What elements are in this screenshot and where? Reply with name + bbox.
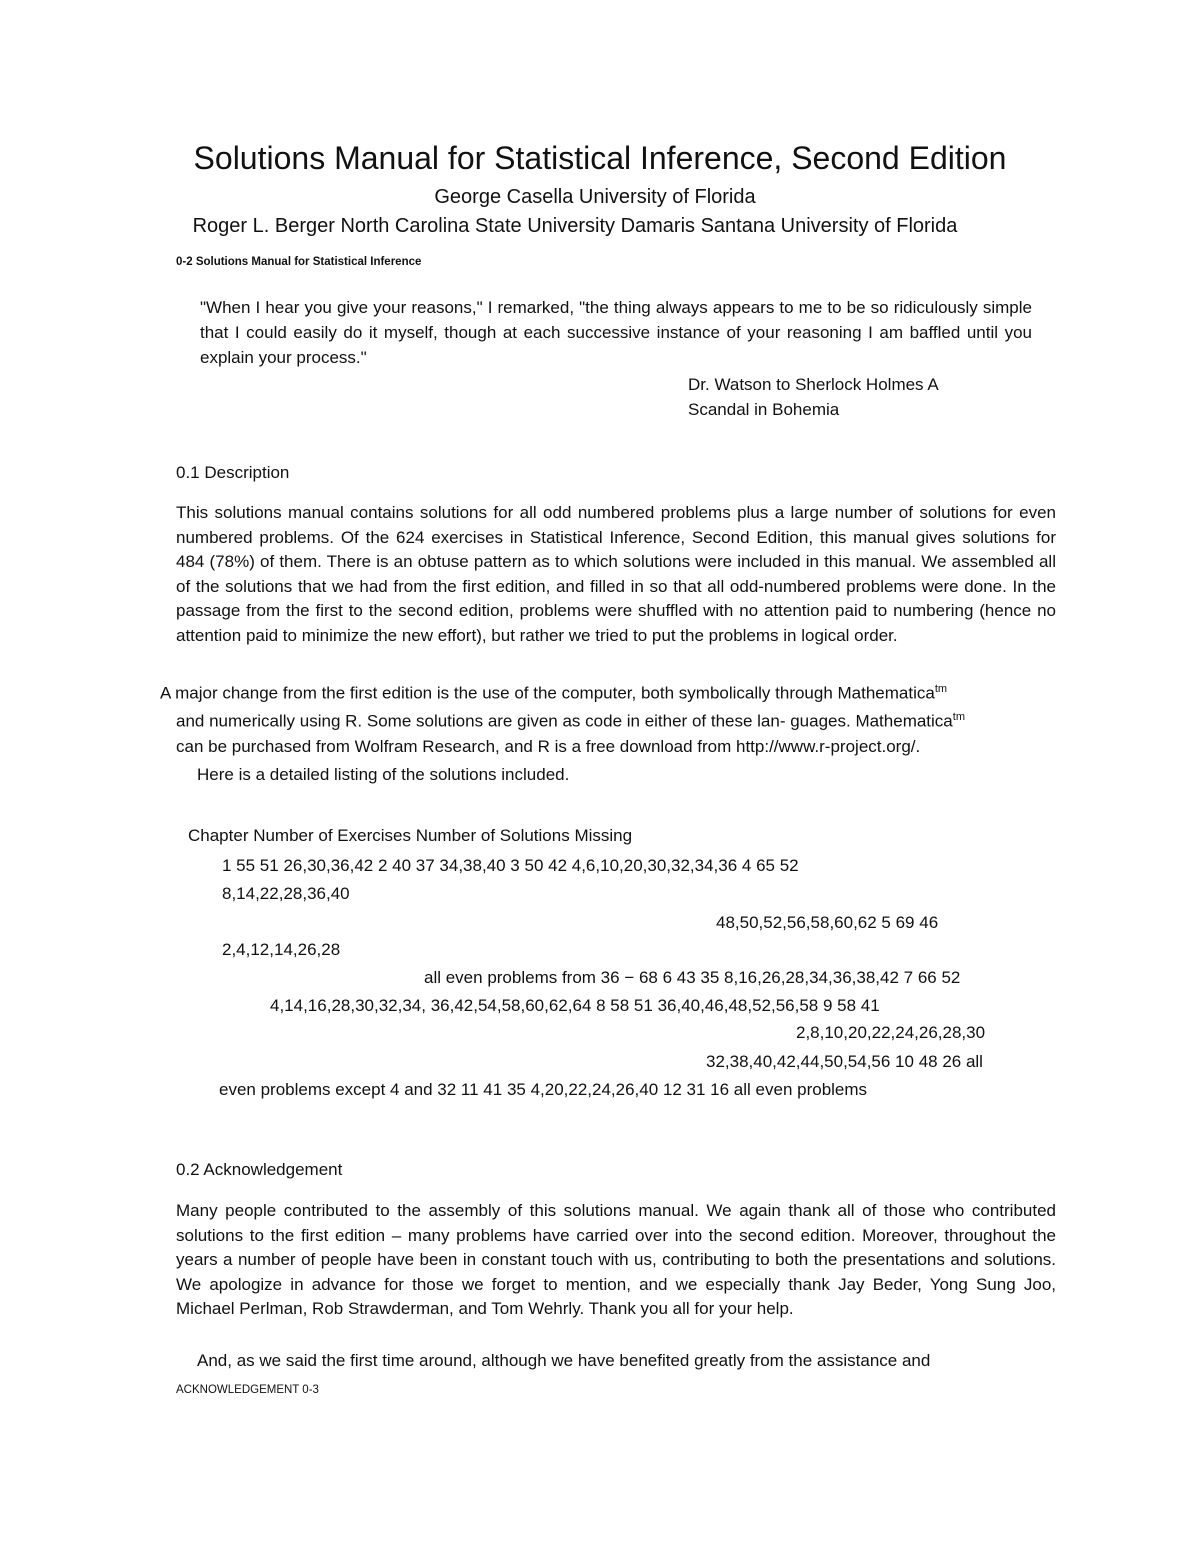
epigraph-attribution-1: Dr. Watson to Sherlock Holmes A — [688, 375, 939, 394]
authors-line-1: George Casella University of Florida — [434, 186, 756, 208]
table-header: Chapter Number of Exercises Number of Solutions Missing — [188, 826, 633, 845]
epigraph-quote: "When I hear you give your reasons," I remarked, "the thing always appears to me to be so ridiculously simple that I could easily do it myself, though at each successive instance of your reasoning I am baffled until you explain your process." — [200, 298, 1032, 367]
running-head: 0-2 Solutions Manual for Statistical Inference — [176, 256, 422, 268]
table-line: 1 55 51 26,30,36,42 2 40 37 34,38,40 3 50 42 4,6,10,20,30,32,34,36 4 65 52 — [222, 856, 799, 875]
paragraph-2-line-2-text: and numerically using R. Some solutions are given as code in either of these lan- guages. Mathematica — [176, 711, 953, 731]
table-line: 2,4,12,14,26,28 — [222, 940, 341, 959]
paragraph-2-line-1-text: A major change from the first edition is the use of the computer, both symbolically through Mathematica — [160, 683, 935, 703]
trademark-superscript: tm — [934, 683, 948, 695]
authors-line-2: Roger L. Berger North Carolina State University Damaris Santana University of Florida — [192, 215, 958, 237]
description-paragraph-2-line-2 — [176, 711, 965, 732]
description-paragraph-2-line-1 — [160, 683, 947, 704]
document-title: Solutions Manual for Statistical Inference, Second Edition — [193, 140, 1007, 176]
table-line: 2,8,10,20,22,24,26,28,30 — [796, 1023, 986, 1042]
table-line: 32,38,40,42,44,50,54,56 10 48 26 all — [706, 1052, 983, 1071]
section-heading-acknowledgement: 0.2 Acknowledgement — [176, 1160, 343, 1179]
table-line: 8,14,22,28,36,40 — [222, 884, 350, 903]
description-paragraph-3: Here is a detailed listing of the solutions included. — [197, 765, 570, 784]
section-heading-description: 0.1 Description — [176, 463, 290, 482]
table-line: 48,50,52,56,58,60,62 5 69 46 — [716, 913, 939, 932]
epigraph-attribution-2: Scandal in Bohemia — [688, 400, 840, 419]
acknowledgement-paragraph-2: And, as we said the first time around, although we have benefited greatly from the assistance and — [197, 1351, 931, 1370]
trademark-superscript: tm — [952, 711, 965, 723]
table-line: 4,14,16,28,30,32,34, 36,42,54,58,60,62,64 8 58 51 36,40,46,48,52,56,58 9 58 41 — [270, 996, 880, 1015]
table-line: all even problems from 36 − 68 6 43 35 8,16,26,28,34,36,38,42 7 66 52 — [424, 968, 961, 987]
table-line: even problems except 4 and 32 11 41 35 4,20,22,24,26,40 12 31 16 all even problems — [219, 1080, 868, 1099]
description-paragraph-1: This solutions manual contains solutions for all odd numbered problems plus a large number of solutions for even numbered problems. Of the 624 exercises in Statistical Inference, Second Edition, this manual gives solutions for 484 (78%) of them. There is an obtuse pattern as to which solutions were included in this manual. We assembled all of the solutions that we had from the first edition, and filled in so that all odd-numbered problems were done. In the passage from the first to the second edition, problems were shuffled with no attention paid to numbering (hence no attention paid to minimize the new effort), but rather we tried to put the problems in logical order. — [176, 503, 1056, 645]
description-paragraph-2-line-3: can be purchased from Wolfram Research, and R is a free download from http://www.r-project.org/. — [176, 737, 921, 756]
page-footer: ACKNOWLEDGEMENT 0-3 — [176, 1384, 319, 1396]
acknowledgement-paragraph-1: Many people contributed to the assembly of this solutions manual. We again thank all of those who contributed solutions to the first edition – many problems have carried over into the second edition. Moreover, throughout the years a number of people have been in constant touch with us, contributing to both the presentations and solutions. We apologize in advance for those we forget to mention, and we especially thank Jay Beder, Yong Sung Joo, Michael Perlman, Rob Strawderman, and Tom Wehrly. Thank you all for your help. — [176, 1201, 1056, 1319]
